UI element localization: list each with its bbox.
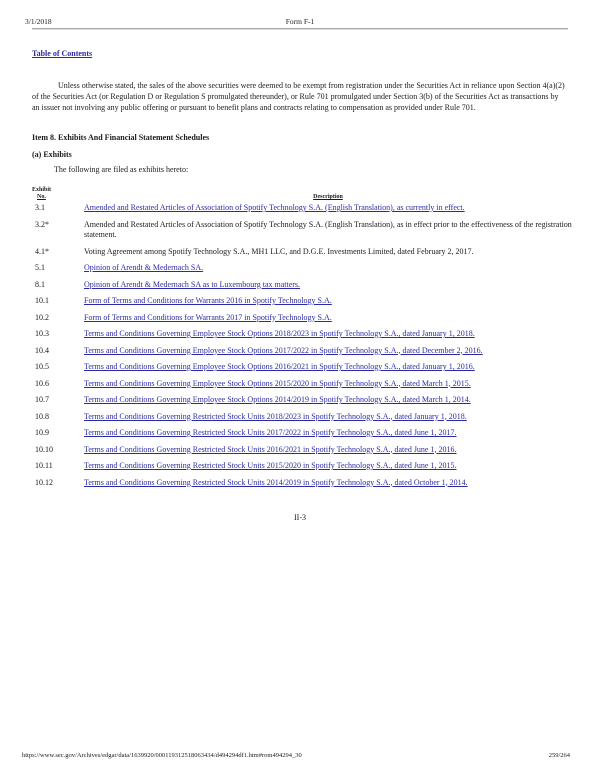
exhibit-number: 4.1* xyxy=(35,246,49,256)
exhibit-link[interactable]: Terms and Conditions Governing Restricted Stock Units 2016/2021 in Spotify Technology S.A., dated June 1, 2016. xyxy=(84,444,457,454)
column-header-description-label: Description xyxy=(313,194,343,200)
intro-text: The following are filed as exhibits hereto: xyxy=(54,165,189,174)
table-row xyxy=(32,247,572,264)
exhibit-number: 10.12 xyxy=(35,477,53,487)
column-header-description xyxy=(84,187,572,201)
exhibit-number: 10.5 xyxy=(35,362,49,371)
item-heading: Item 8. Exhibits And Financial Statement Schedules xyxy=(32,133,210,142)
exhibit-description-cell xyxy=(84,395,572,412)
table-row xyxy=(32,263,572,280)
document-body xyxy=(32,43,572,494)
print-date: 3/1/2018 xyxy=(25,17,52,26)
exhibit-number: 10.10 xyxy=(35,444,53,454)
column-header-exhibit-line1: Exhibit xyxy=(32,187,52,193)
column-header-exhibit-line2: No. xyxy=(37,194,46,200)
table-row xyxy=(32,478,572,495)
exhibit-link[interactable]: Form of Terms and Conditions for Warrants 2017 in Spotify Technology S.A. xyxy=(84,312,332,322)
exhibit-link[interactable]: Terms and Conditions Governing Restricted Stock Units 2017/2022 in Spotify Technology S.A., dated June 1, 2017. xyxy=(84,428,457,437)
exhibit-link[interactable]: Terms and Conditions Governing Employee Stock Options 2017/2022 in Spotify Technology S.A., dated December 2, 2016. xyxy=(84,345,483,355)
exhibit-description-cell xyxy=(84,329,572,346)
exhibit-link[interactable]: Terms and Conditions Governing Employee Stock Options 2016/2021 in Spotify Technology S.A., dated January 1, 2016. xyxy=(84,362,475,371)
exhibit-description-cell xyxy=(84,263,572,280)
print-title: Form F-1 xyxy=(285,17,315,26)
exhibit-description: Amended and Restated Articles of Association of Spotify Technology S.A. (English Translation), as in effect prior to the effectiveness of the registration statement. xyxy=(84,219,572,239)
exhibit-number: 10.6 xyxy=(35,378,49,388)
exemption-paragraph: Unless otherwise stated, the sales of the above securities were deemed to be exempt from registration under the Securities Act in reliance upon Section 4(a)(2) of the Securities Act (or Regulation D or Regulation S promulgated thereunder), or Rule 701 promulgated under Section 3(b) of the Securities Act as transactions by an issuer not involving any public offering or pursuant to benefit plans and contracts relating to compensation as provided under Rule 701. xyxy=(32,81,565,112)
table-row xyxy=(32,280,572,297)
exhibit-description-cell xyxy=(84,220,572,247)
exhibit-link[interactable]: Terms and Conditions Governing Restricted Stock Units 2014/2019 in Spotify Technology S.A., dated October 1, 2014. xyxy=(84,477,468,487)
print-page-count: 259/264 xyxy=(548,752,570,759)
table-row xyxy=(32,445,572,462)
exhibit-link[interactable]: Terms and Conditions Governing Restricted Stock Units 2018/2023 in Spotify Technology S.A., dated January 1, 2018. xyxy=(84,411,467,421)
exhibit-description-cell xyxy=(84,461,572,478)
exhibit-description: Voting Agreement among Spotify Technology S.A., MH1 LLC, and D.G.E. Investments Limited, dated February 2, 2017. xyxy=(84,246,474,256)
table-row xyxy=(32,296,572,313)
exhibit-link[interactable]: Terms and Conditions Governing Employee Stock Options 2014/2019 in Spotify Technology S.A., dated March 1, 2014. xyxy=(84,395,471,404)
exhibit-link[interactable]: Terms and Conditions Governing Employee Stock Options 2018/2023 in Spotify Technology S.A., dated January 1, 2018. xyxy=(84,329,475,338)
table-row xyxy=(32,428,572,445)
exhibit-number: 8.1 xyxy=(35,279,45,289)
table-row xyxy=(32,461,572,478)
table-row xyxy=(32,362,572,379)
table-row xyxy=(32,412,572,429)
table-row xyxy=(32,201,572,220)
table-row xyxy=(32,329,572,346)
exhibit-number: 10.11 xyxy=(35,461,53,470)
table-row xyxy=(32,379,572,396)
exhibit-link[interactable]: Terms and Conditions Governing Restricted Stock Units 2015/2020 in Spotify Technology S.A., dated June 1, 2015. xyxy=(84,461,457,470)
exhibit-number: 10.8 xyxy=(35,411,49,421)
exhibit-description-cell xyxy=(84,412,572,429)
exhibit-number: 5.1 xyxy=(35,263,45,272)
page-number: II-3 xyxy=(294,513,306,522)
table-of-contents-link[interactable]: Table of Contents xyxy=(32,49,93,58)
exhibit-description-cell xyxy=(84,296,572,313)
table-row xyxy=(32,395,572,412)
exhibits-table xyxy=(32,187,572,494)
exhibit-description-cell xyxy=(84,313,572,330)
exhibit-link[interactable]: Form of Terms and Conditions for Warrants 2016 in Spotify Technology S.A. xyxy=(84,296,332,305)
exhibit-description-cell xyxy=(84,346,572,363)
exhibit-number: 10.7 xyxy=(35,395,49,404)
exhibits-table-body xyxy=(32,201,572,494)
sub-heading: (a) Exhibits xyxy=(32,150,72,159)
table-header-row xyxy=(32,187,572,201)
exhibit-description-cell xyxy=(84,445,572,462)
header-divider xyxy=(32,28,568,30)
exhibit-number: 10.1 xyxy=(35,296,49,305)
exhibit-link[interactable]: Amended and Restated Articles of Association of Spotify Technology S.A. (English Translation), as currently in effect. xyxy=(84,203,465,212)
exhibit-number: 10.9 xyxy=(35,428,49,437)
table-row xyxy=(32,313,572,330)
table-row xyxy=(32,220,572,247)
exhibit-number: 3.2* xyxy=(35,219,49,229)
table-row xyxy=(32,346,572,363)
exhibit-description-cell xyxy=(84,280,572,297)
exhibit-number: 3.1 xyxy=(35,203,45,212)
exhibit-number: 10.3 xyxy=(35,329,49,338)
exhibit-number: 10.2 xyxy=(35,312,49,322)
exhibit-description-cell xyxy=(84,362,572,379)
exhibit-description-cell xyxy=(84,201,572,220)
exhibit-link[interactable]: Opinion of Arendt & Medernach SA. xyxy=(84,263,204,272)
print-url: https://www.sec.gov/Archives/edgar/data/1639920/000119312518063434/d494294df1.htm#rom494294_30 xyxy=(22,752,302,759)
column-header-exhibit-no xyxy=(32,187,84,201)
exhibit-link[interactable]: Terms and Conditions Governing Employee Stock Options 2015/2020 in Spotify Technology S.A., dated March 1, 2015. xyxy=(84,378,471,388)
exhibit-number: 10.4 xyxy=(35,345,49,355)
exhibit-description-cell xyxy=(84,247,572,264)
exhibit-description-cell xyxy=(84,379,572,396)
exhibit-description-cell xyxy=(84,428,572,445)
exhibit-link[interactable]: Opinion of Arendt & Medernach SA as to Luxembourg tax matters. xyxy=(84,279,301,289)
exhibit-description-cell xyxy=(84,478,572,495)
